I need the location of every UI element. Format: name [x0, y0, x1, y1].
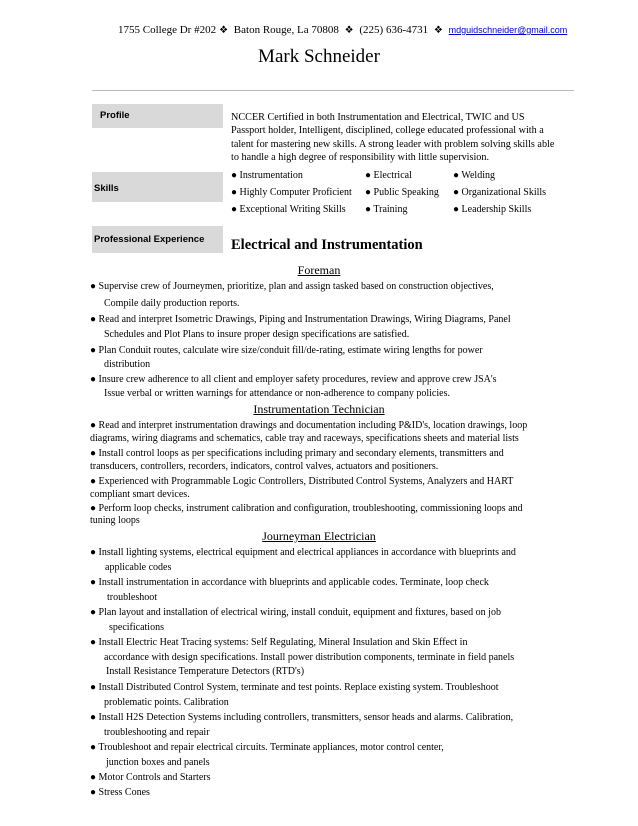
duty-line: distribution	[104, 359, 151, 370]
skill-item: ● Training	[365, 204, 408, 215]
skill-item: ● Electrical	[365, 170, 412, 181]
phone: (225) 636-4731	[359, 24, 429, 36]
duty-line: transducers, controllers, recorders, indicators, control valves, actuators and positioners.	[90, 461, 439, 472]
section-skills	[92, 172, 223, 202]
skill-item: ● Highly Computer Proficient	[231, 187, 352, 198]
section-profile	[92, 104, 223, 128]
duty-line: applicable codes	[105, 562, 172, 573]
duty-line: Compile daily production reports.	[104, 298, 240, 309]
separator-icon: ❖	[219, 25, 229, 36]
skill-item: ● Instrumentation	[231, 170, 303, 181]
duty-line: ● Read and interpret Isometric Drawings, Piping and Instrumentation Drawings, Wiring Diagrams, Panel	[90, 314, 511, 325]
profile-line: to handle a high degree of responsibility with little supervision.	[231, 152, 490, 164]
city: Baton Rouge, La 70808	[233, 24, 339, 36]
section-label: Skills	[94, 183, 119, 194]
address: 1755 College Dr #202	[118, 24, 217, 36]
role-title: Foreman	[297, 263, 341, 277]
duty-line: accordance with design specifications. Install power distribution components, terminate in field panels	[104, 652, 515, 663]
duty-line: Issue verbal or written warnings for attendance or non-adherence to company policies.	[104, 388, 450, 399]
skill-item: ● Exceptional Writing Skills	[231, 204, 346, 215]
experience-heading: Electrical and Instrumentation	[231, 237, 423, 253]
duty-line: ● Install instrumentation in accordance with blueprints and applicable codes. Terminate, loop check	[90, 577, 489, 588]
role-title: Instrumentation Technician	[253, 402, 385, 416]
duty-line: ● Install Electric Heat Tracing systems: Self Regulating, Mineral Insulation and Skin Effect in	[90, 637, 468, 648]
duty-line: Schedules and Plot Plans to insure proper design specifications are satisfied.	[104, 329, 410, 340]
role-title: Journeyman Electrician	[262, 529, 376, 543]
duty-line: ● Install lighting systems, electrical equipment and electrical appliances in accordance with blueprints and	[90, 547, 516, 558]
profile-line: Passport holder, Intelligent, disciplined, college educated professional with a	[231, 125, 544, 137]
profile-line: NCCER Certified in both Instrumentation and Electrical, TWIC and US	[231, 112, 525, 123]
duty-line: ● Troubleshoot and repair electrical circuits. Terminate appliances, motor control center,	[90, 742, 444, 753]
duty-line: junction boxes and panels	[106, 757, 210, 768]
divider	[92, 90, 574, 91]
duty-line: problematic points. Calibration	[104, 697, 229, 708]
profile-summary	[231, 111, 571, 165]
duty-line: troubleshoot	[107, 592, 157, 603]
section-experience	[92, 226, 223, 253]
duty-line: ● Install Distributed Control System, terminate and test points. Replace existing system. Troubleshoot	[90, 682, 499, 693]
duty-line: ● Stress Cones	[90, 787, 150, 798]
duty-line: ● Plan Conduit routes, calculate wire size/conduit fill/de-rating, estimate wiring lengths for power	[90, 345, 483, 356]
duty-line: compliant smart devices.	[90, 489, 190, 500]
skill-item: ● Welding	[453, 170, 495, 181]
duty-line: Install Resistance Temperature Detectors (RTD's)	[106, 666, 305, 677]
duty-line: tuning loops	[90, 515, 140, 526]
duty-line: ● Insure crew adherence to all client and employer safety procedures, review and approve crew JSA's	[90, 374, 497, 385]
contact-line	[118, 24, 567, 36]
separator-icon: ❖	[344, 25, 354, 36]
section-label: Profile	[100, 110, 130, 121]
duty-line: ● Supervise crew of Journeymen, prioritize, plan and assign tasked based on construction objectives,	[90, 281, 494, 292]
skill-item: ● Leadership Skills	[453, 204, 532, 215]
duty-line: ● Plan layout and installation of electrical wiring, install conduit, equipment and fixtures, based on job	[90, 607, 501, 618]
duty-line: specifications	[109, 622, 164, 633]
profile-line: talent for mastering new skills. A strong leader with problem solving skills able	[231, 138, 555, 150]
section-label: Professional Experience	[94, 234, 205, 245]
email-link[interactable]: mdguidschneider@gmail.com	[448, 25, 568, 35]
resume-name: Mark Schneider	[258, 46, 380, 67]
skill-item: ● Public Speaking	[365, 187, 439, 198]
duty-line: ● Experienced with Programmable Logic Controllers, Distributed Control Systems, Analyzers and HART	[90, 476, 514, 487]
separator-icon: ❖	[433, 25, 443, 36]
duty-line: diagrams, wiring diagrams and schematics, cable tray and raceways, specifications sheets and material lists	[90, 433, 519, 444]
duty-line: ● Perform loop checks, instrument calibration and configuration, troubleshooting, commissioning loops and	[90, 503, 523, 514]
duty-line: troubleshooting and repair	[104, 727, 210, 738]
duty-line: ● Read and interpret instrumentation drawings and documentation including P&ID's, location drawings, loop	[90, 420, 528, 431]
skill-item: ● Organizational Skills	[453, 187, 547, 198]
duty-line: ● Motor Controls and Starters	[90, 772, 211, 783]
duty-line: ● Install control loops as per specifications including primary and secondary elements, transmitters and	[90, 448, 504, 459]
duty-line: ● Install H2S Detection Systems including controllers, transmitters, sensor heads and alarms. Calibration,	[90, 712, 514, 723]
